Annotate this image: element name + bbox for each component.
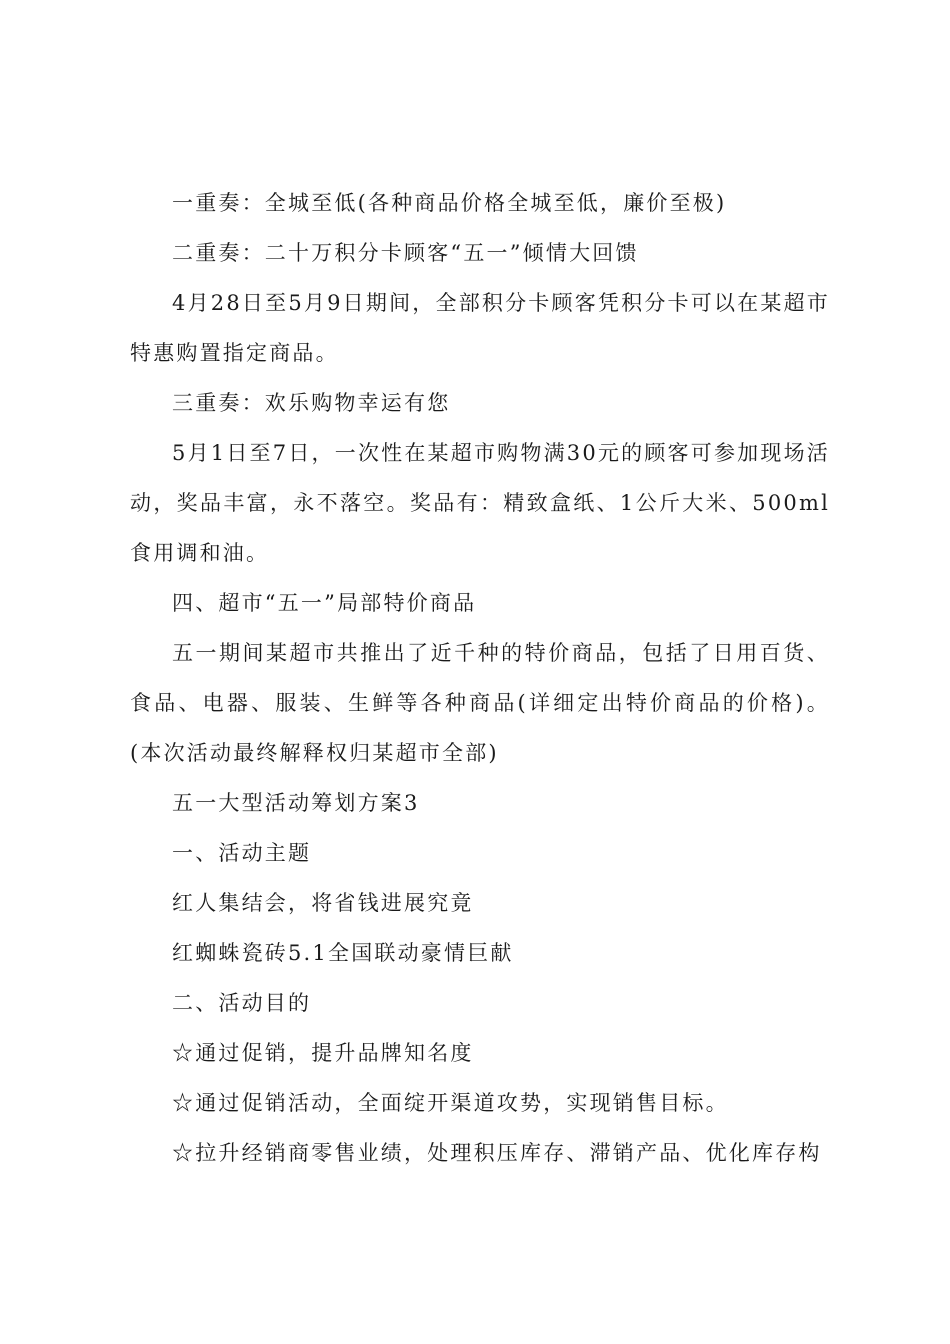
paragraph-prelude-3: 三重奏：欢乐购物幸运有您: [172, 391, 451, 415]
paragraph-purpose-heading: 二、活动目的: [172, 991, 312, 1015]
paragraph-special-goods: 五一期间某超市共推出了近千种的特价商品，包括了日用百货、食品、电器、服装、生鲜等各种商品(详细定出特价商品的价格)。(本次活动最终解释权归某超市全部): [130, 641, 830, 765]
document-body: [130, 178, 830, 1178]
paragraph-purpose-1: ☆通过促销，提升品牌知名度: [172, 1041, 474, 1065]
paragraph-theme-line-2: 红蜘蛛瓷砖5.1全国联动豪情巨献: [172, 941, 514, 965]
paragraph-purpose-3: ☆拉升经销商零售业绩，处理积压库存、滞销产品、优化库存构: [172, 1141, 822, 1165]
paragraph-prelude-2: 二重奏：二十万积分卡顾客“五一”倾情大回馈: [172, 241, 639, 265]
paragraph-plan-3-title: 五一大型活动筹划方案3: [172, 791, 420, 815]
paragraph-theme-line-1: 红人集结会，将省钱进展究竟: [172, 891, 474, 915]
paragraph-points-card-period: 4月28日至5月9日期间，全部积分卡顾客凭积分卡可以在某超市特惠购置指定商品。: [130, 291, 830, 365]
paragraph-section-four-heading: 四、超市“五一”局部特价商品: [172, 591, 477, 615]
paragraph-purpose-2: ☆通过促销活动，全面绽开渠道攻势，实现销售目标。: [172, 1091, 729, 1115]
paragraph-prelude-1: 一重奏：全城至低(各种商品价格全城至低，廉价至极): [172, 191, 727, 215]
paragraph-lucky-draw: 5月1日至7日，一次性在某超市购物满30元的顾客可参加现场活动，奖品丰富，永不落空。奖品有：精致盒纸、1公斤大米、500ml食用调和油。: [130, 441, 830, 565]
paragraph-theme-heading: 一、活动主题: [172, 841, 312, 865]
